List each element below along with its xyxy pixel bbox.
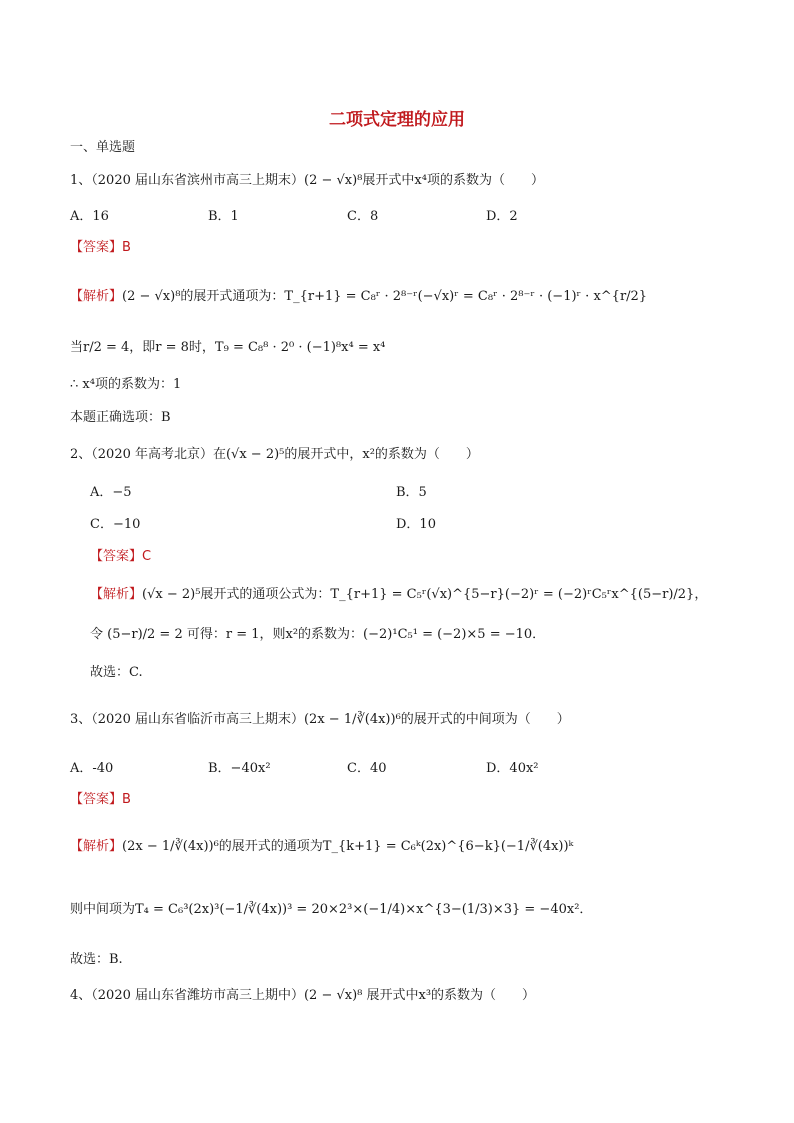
q2-option-b: B．5 [396, 485, 427, 500]
section-heading: 一、单选题 [70, 140, 136, 155]
q2-answer-label: 【答案】 [90, 549, 143, 564]
q4-stem: 4、（2020 届山东省潍坊市高三上期中）(2 − √x)⁸ 展开式中x³的系数为（ ） [70, 988, 536, 1003]
q1-answer [70, 238, 131, 258]
q2-analysis-line-2: 令 (5−r)/2 = 2 可得：r = 1，则x²的系数为：(−2)¹C₅¹ = (−2)×5 = −10． [90, 627, 546, 642]
q3-answer-value: B [122, 792, 131, 807]
q1-analysis-line-1 [70, 287, 647, 307]
q2-stem: 2、（2020 年高考北京）在(√x − 2)⁵的展开式中，x²的系数为（ ） [70, 447, 479, 462]
q1-stem-suffix: 展开式中x⁴项的系数为（ ） [362, 173, 544, 188]
q1-stem [70, 171, 544, 191]
q2-option-a: A．−5 [90, 485, 132, 500]
q2-option-d: D．10 [396, 517, 436, 532]
q2-analysis-formula-1: (√x − 2)⁵展开式的通项公式为：T_{r+1} = C₅ʳ(√x)^{5−r}(−2)ʳ = (−2)ʳC₅ʳx^{(5−r)/2}， [142, 587, 708, 602]
q2-answer [90, 547, 151, 567]
q1-analysis-line-2: 当r/2 = 4，即r = 8时，T₉ = C₈⁸ · 2⁰ · (−1)⁸x⁴ = x⁴ [70, 340, 386, 355]
q3-option-c: C．40 [347, 761, 387, 776]
q1-option-a: A．16 [70, 209, 109, 224]
q1-conclusion: 本题正确选项：B [70, 410, 171, 425]
q3-analysis-label: 【解析】 [70, 839, 123, 854]
q1-answer-label: 【答案】 [70, 240, 123, 255]
q3-analysis-line-1 [70, 837, 573, 857]
q1-option-c: C．8 [347, 209, 379, 224]
q2-analysis-label: 【解析】 [90, 587, 143, 602]
page-title: 二项式定理的应用 [329, 110, 465, 130]
q3-option-a: A．-40 [70, 761, 114, 776]
q2-conclusion: 故选：C. [90, 665, 143, 680]
q1-stem-prefix: 1、（2020 届山东省滨州市高三上期末） [70, 173, 304, 188]
q1-expression: (2 − √x)⁸ [304, 173, 363, 188]
q2-analysis-line-1 [90, 585, 707, 605]
q3-answer [70, 790, 131, 810]
q1-analysis-label: 【解析】 [70, 289, 123, 304]
q3-option-d: D．40x² [486, 761, 539, 776]
q3-analysis-line-2: 则中间项为T₄ = C₆³(2x)³(−1/∛(4x))³ = 20×2³×(−1/4)×x^{3−(1/3)×3} = −40x²． [70, 902, 593, 917]
q3-stem: 3、（2020 届山东省临沂市高三上期末）(2x − 1/∛(4x))⁶的展开式的中间项为（ ） [70, 712, 570, 727]
q1-option-d: D．2 [486, 209, 518, 224]
q3-option-b: B．−40x² [208, 761, 271, 776]
q3-analysis-formula-1: (2x − 1/∛(4x))⁶的展开式的通项为T_{k+1} = C₆ᵏ(2x)^{6−k}(−1/∛(4x))ᵏ [122, 839, 574, 854]
q1-answer-value: B [122, 240, 131, 255]
q1-analysis-formula-1: (2 − √x)⁸的展开式通项为：T_{r+1} = C₈ʳ · 2⁸⁻ʳ(−√x)ʳ = C₈ʳ · 2⁸⁻ʳ · (−1)ʳ · x^{r/2} [122, 289, 648, 304]
q1-option-b: B．1 [208, 209, 239, 224]
q2-option-c: C．−10 [90, 517, 141, 532]
q3-conclusion: 故选：B. [70, 952, 123, 967]
q3-answer-label: 【答案】 [70, 792, 123, 807]
q1-analysis-line-3: ∴ x⁴项的系数为：1 [70, 377, 182, 392]
q2-answer-value: C [142, 549, 152, 564]
